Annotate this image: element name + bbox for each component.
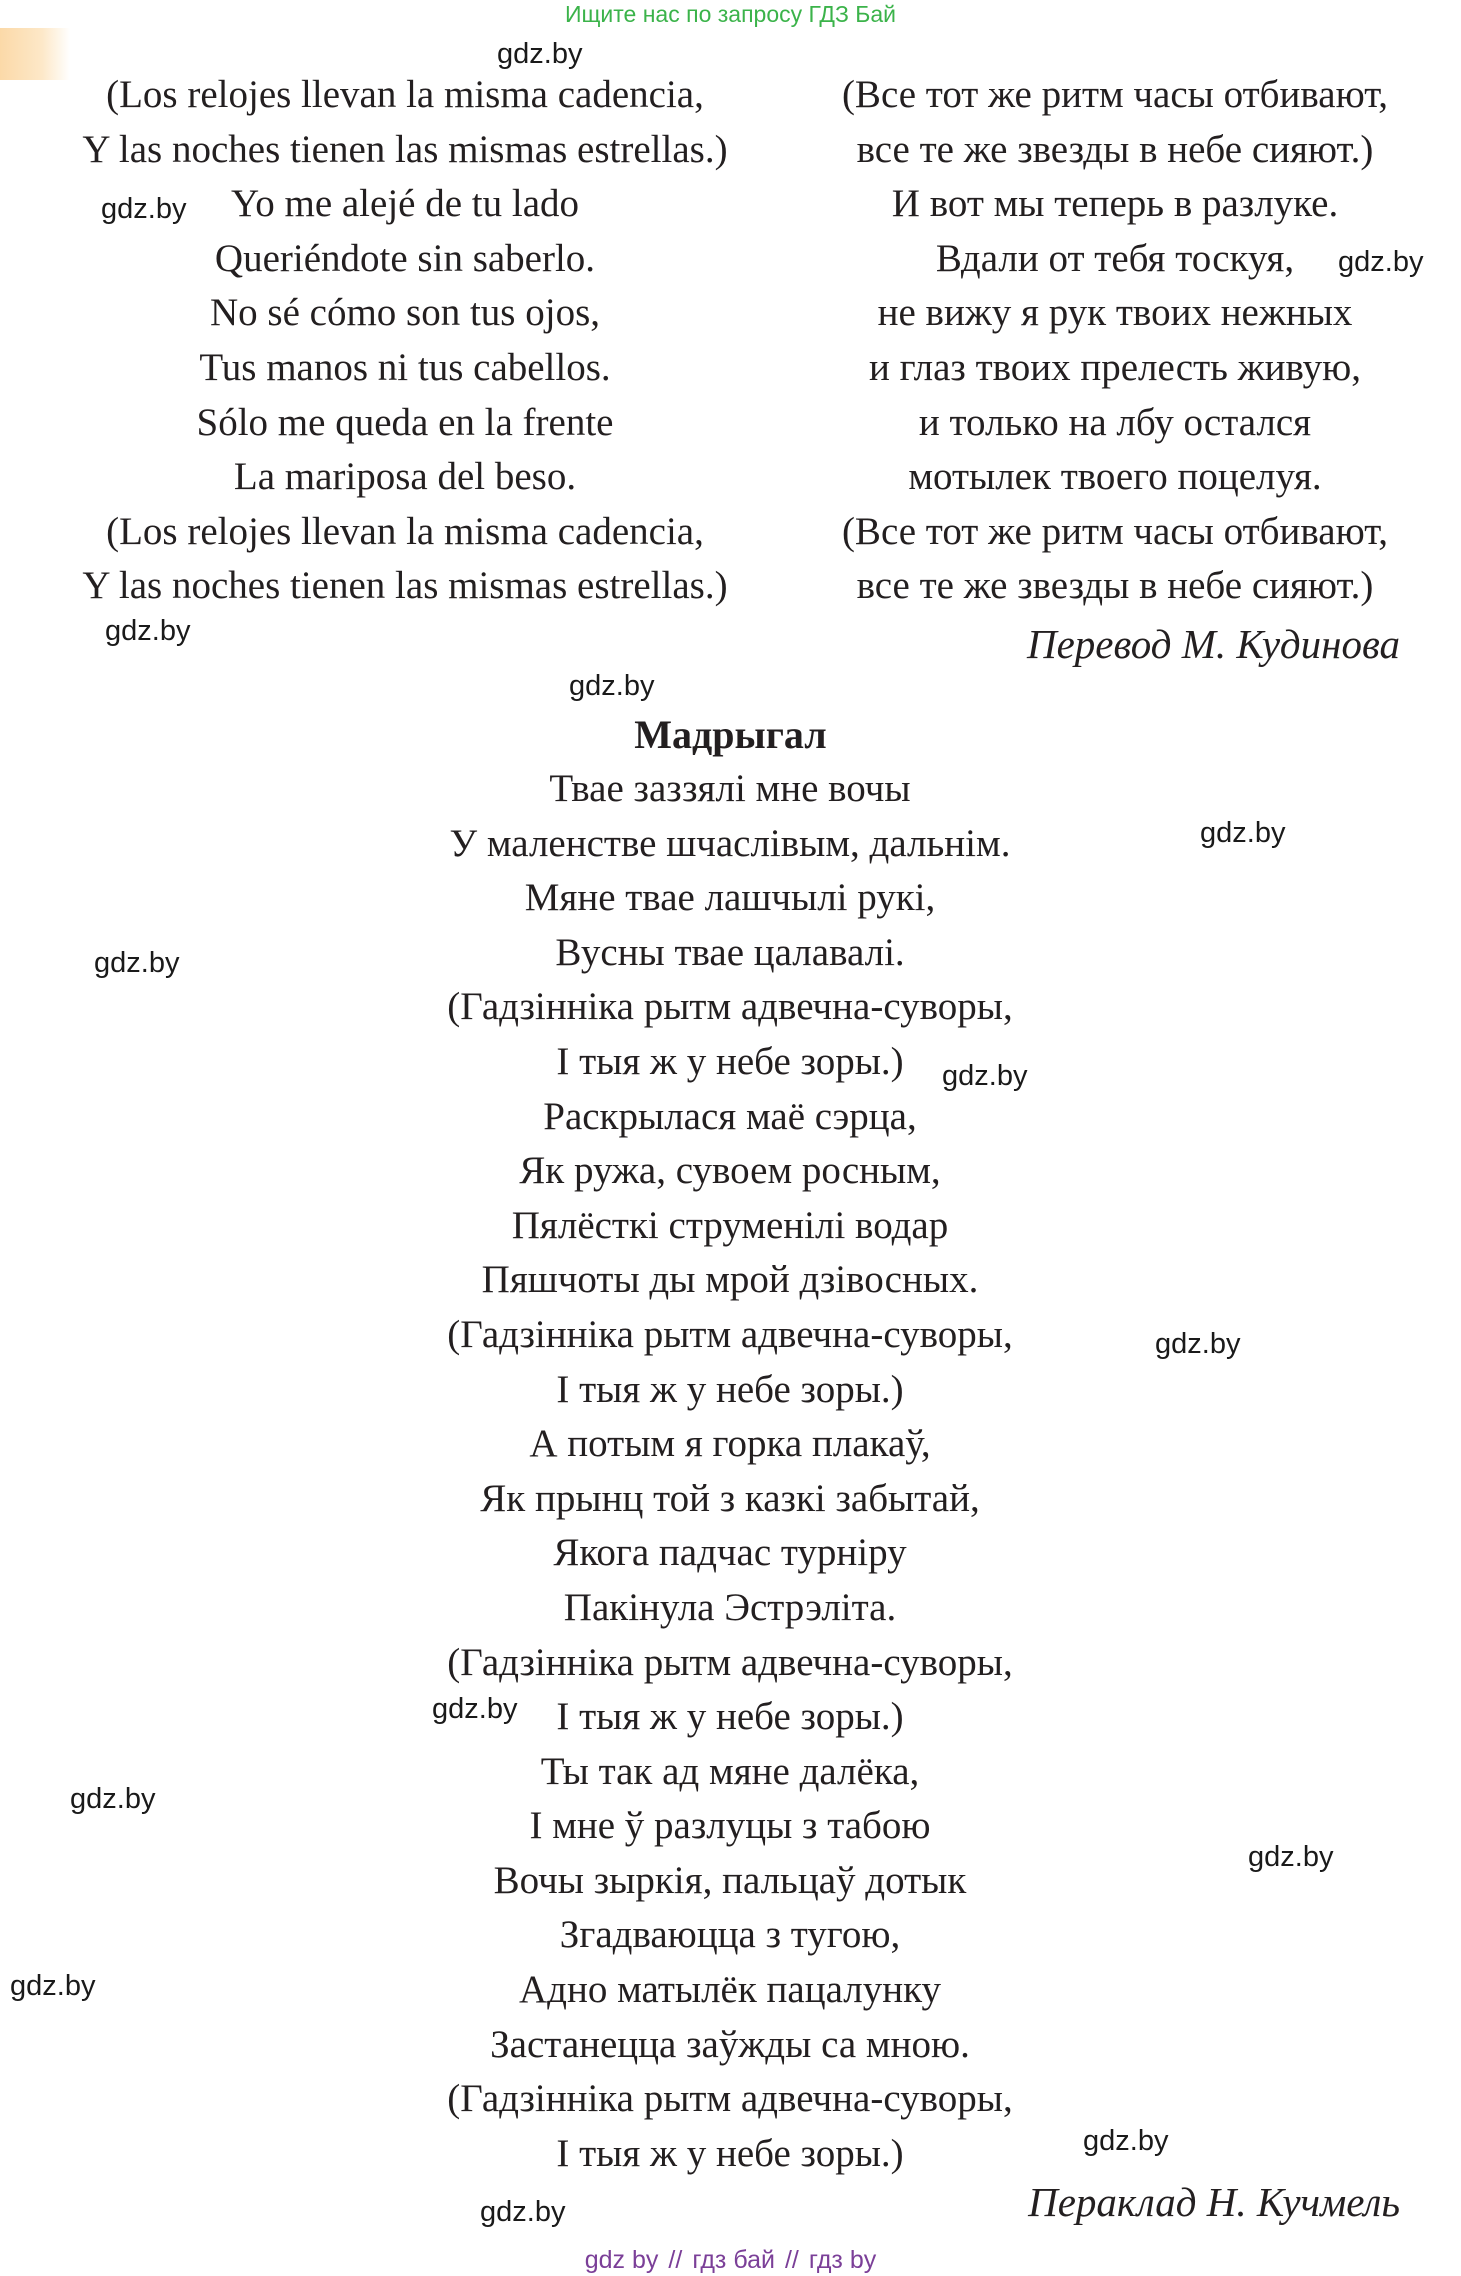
poem-line: La mariposa del beso. — [233, 455, 577, 499]
footer-link[interactable]: gdz by — [584, 2246, 659, 2274]
poem-line: Застанецца заўжды са мною. — [490, 2022, 970, 2066]
watermark: gdz.by — [569, 670, 655, 702]
translator-credit-ru: Перевод М. Кудинова — [1026, 621, 1400, 667]
poem-line: І мне ў разлуцы з табою — [529, 1804, 931, 1848]
poem-line: Згадваюцца з тугою, — [559, 1913, 901, 1957]
poem-line: No sé cómo son tus ojos, — [210, 291, 600, 335]
watermark: gdz.by — [432, 1693, 518, 1725]
poem-line: Як прынц той з казкі забытай, — [480, 1476, 980, 1520]
poem-line: (Los relojes llevan la misma cadencia, — [106, 509, 704, 553]
watermark: gdz.by — [1155, 1328, 1241, 1360]
watermark: gdz.by — [10, 1970, 96, 2002]
poem-line: І тыя ж у небе зоры.) — [556, 1039, 904, 1083]
poem-line: (Гадзінніка рытм адвечна-суворы, — [447, 2077, 1013, 2121]
poem-line: (Гадзінніка рытм адвечна-суворы, — [447, 1640, 1013, 1684]
footer-separator: // — [668, 2246, 683, 2274]
poem-title: Мадрыгал — [634, 712, 827, 757]
poem-line: Як ружа, сувоем росным, — [519, 1149, 941, 1193]
watermark: gdz.by — [1083, 2125, 1169, 2157]
poem-line: А потым я горка плакаў, — [529, 1422, 931, 1466]
header-banner: Ищите нас по запросу ГДЗ Бай — [564, 1, 897, 27]
poem-line: (Все тот же ритм часы отбивают, — [841, 509, 1389, 553]
poem-line: мотылек твоего поцелуя. — [908, 455, 1322, 499]
poem-line: Y las noches tienen las mismas estrellas.) — [82, 564, 728, 608]
poem-line: У маленстве шчаслівым, дальнім. — [449, 821, 1011, 865]
poem-line: Якога падчас турніру — [553, 1531, 907, 1575]
poem-line: все те же звезды в небе сияют.) — [856, 564, 1374, 608]
footer-separator: // — [784, 2246, 799, 2274]
poem-line: (Гадзінніка рытм адвечна-суворы, — [447, 985, 1013, 1029]
poem-line: и глаз твоих прелесть живую, — [869, 345, 1361, 389]
poem-line: Ты так ад мяне далёка, — [540, 1749, 920, 1793]
poem-line: не вижу я рук твоих нежных — [877, 291, 1353, 335]
belarusian-poem — [330, 762, 1130, 2181]
poem-line: И вот мы теперь в разлуке. — [891, 182, 1339, 226]
poem-line: І тыя ж у небе зоры.) — [556, 1695, 904, 1739]
poem-line: (Los relojes llevan la misma cadencia, — [106, 73, 704, 116]
poem-line: Sólo me queda en la frente — [196, 400, 614, 444]
poem-line: І тыя ж у небе зоры.) — [556, 1367, 904, 1411]
poem-line: Пяшчоты ды мрой дзівосных. — [481, 1258, 979, 1302]
poem-line: и только на лбу остался — [918, 400, 1312, 444]
footer-link[interactable]: гдз by — [808, 2246, 877, 2274]
watermark: gdz.by — [1200, 817, 1286, 849]
footer-links — [0, 2246, 1461, 2274]
watermark: gdz.by — [1338, 246, 1424, 278]
poem-line: Tus manos ni tus cabellos. — [199, 345, 611, 389]
watermark: gdz.by — [480, 2196, 566, 2228]
watermark: gdz.by — [942, 1060, 1028, 1092]
poem-line: (Гадзінніка рытм адвечна-суворы, — [447, 1312, 1013, 1356]
translator-credit-by: Пераклад Н. Кучмель — [1028, 2179, 1400, 2225]
poem-line: Мяне твае лашчылі рукі, — [524, 876, 936, 920]
poem-line: Y las noches tienen las mismas estrellas.) — [82, 127, 728, 171]
spanish-poem — [55, 68, 755, 614]
poem-line: (Все тот же ритм часы отбивают, — [841, 73, 1389, 116]
poem-line: Вочы зыркія, пальцаў дотык — [493, 1858, 967, 1902]
watermark: gdz.by — [1248, 1841, 1334, 1873]
watermark: gdz.by — [101, 193, 187, 225]
poem-line: Раскрылася маё сэрца, — [543, 1094, 917, 1138]
watermark: gdz.by — [105, 615, 191, 647]
poem-line: Твае заззялі мне вочы — [549, 767, 911, 810]
watermark: gdz.by — [497, 38, 583, 70]
poem-line: Пялёсткі струменілі водар — [511, 1203, 949, 1247]
poem-line: Yo me alejé de tu lado — [230, 182, 580, 226]
poem-line: Вдали от тебя тоскуя, — [935, 236, 1295, 280]
poem-line: Адно матылёк пацалунку — [519, 1968, 941, 2012]
poem-line: Вусны твае цалавалі. — [555, 930, 905, 974]
poem-line: І тыя ж у небе зоры.) — [556, 2131, 904, 2175]
russian-translation — [800, 68, 1430, 614]
poem-line: Пакінула Эстрэліта. — [563, 1585, 897, 1629]
watermark: gdz.by — [94, 947, 180, 979]
footer-link[interactable]: гдз бай — [692, 2246, 775, 2274]
poem-line: Queriéndote sin saberlo. — [214, 236, 596, 280]
poem-line: все те же звезды в небе сияют.) — [856, 127, 1374, 171]
watermark: gdz.by — [70, 1783, 156, 1815]
